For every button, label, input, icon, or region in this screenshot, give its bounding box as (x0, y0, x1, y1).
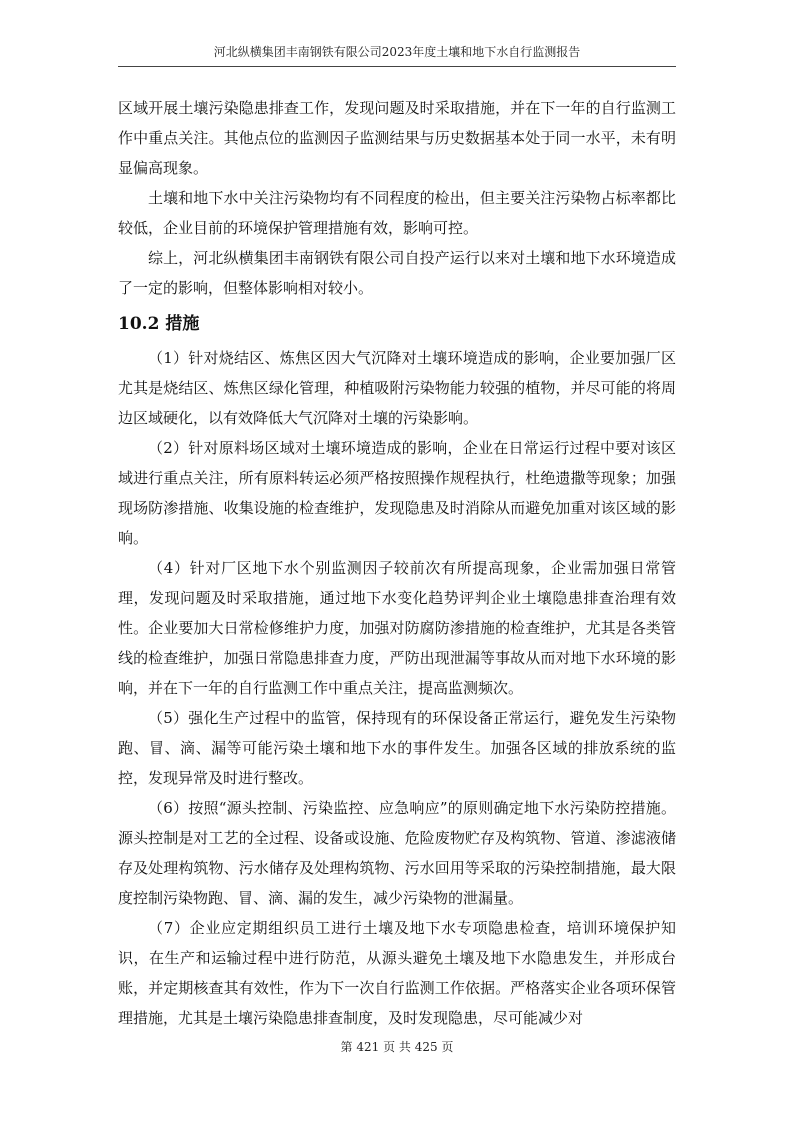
measure-item-7: （7）企业应定期组织员工进行土壤及地下水专项隐患检查，培训环境保护知识，在生产和运输过程中进行防范，从源头避免土壤及地下水隐患发生，并形成台账，并定期核查其有效性，作为下一次自行监测工作依据。严格落实企业各项环保管理措施，尤其是土壤污染隐患排查制度，及时发现隐患，尽可能减少对 (118, 919, 676, 1027)
page-number-footer: 第 421 页 共 425 页 (340, 1040, 454, 1054)
page-header: 河北纵横集团丰南钢铁有限公司2023年度土壤和地下水自行监测报告 (213, 45, 581, 59)
section-heading-measures: 10.2 措施 (118, 314, 200, 334)
paragraph-continuation: 区域开展土壤污染隐患排查工作，发现问题及时采取措施，并在下一年的自行监测工作中重点关注。其他点位的监测因子监测结果与历史数据基本处于同一水平，未有明显偏高现象。 (118, 99, 676, 177)
measure-item-1: （1）针对烧结区、炼焦区因大气沉降对土壤环境造成的影响，企业要加强厂区尤其是烧结区、炼焦区绿化管理，种植吸附污染物能力较强的植物，并尽可能的将周边区域硬化，以有效降低大气沉降对土壤的污染影响。 (118, 349, 676, 427)
paragraph-conclusion: 综上，河北纵横集团丰南钢铁有限公司自投产运行以来对土壤和地下水环境造成了一定的影响，但整体影响相对较小。 (118, 249, 676, 297)
measure-item-5: （5）强化生产过程中的监管，保持现有的环保设备正常运行，避免发生污染物跑、冒、滴、漏等可能污染土壤和地下水的事件发生。加强各区域的排放系统的监控，发现异常及时进行整改。 (118, 709, 676, 787)
measure-item-4: （4）针对厂区地下水个别监测因子较前次有所提高现象，企业需加强日常管理，发现问题及时采取措施，通过地下水变化趋势评判企业土壤隐患排查治理有效性。企业要加大日常检修维护力度，加强对防腐防渗措施的检查维护，尤其是各类管线的检查维护，加强日常隐患排查力度，严防出现泄漏等事故从而对地下水环境的影响，并在下一年的自行监测工作中重点关注，提高监测频次。 (118, 559, 676, 697)
measure-item-6: （6）按照“源头控制、污染监控、应急响应”的原则确定地下水污染防控措施。源头控制是对工艺的全过程、设备或设施、危险废物贮存及构筑物、管道、渗滤液储存及处理构筑物、污水储存及处理构筑物、污水回用等采取的污染控制措施，最大限度控制污染物跑、冒、滴、漏的发生，减少污染物的泄漏量。 (118, 799, 676, 907)
paragraph-pollutant-summary: 土壤和地下水中关注污染物均有不同程度的检出，但主要关注污染物占标率都比较低，企业目前的环境保护管理措施有效，影响可控。 (118, 189, 676, 237)
measure-item-2: （2）针对原料场区域对土壤环境造成的影响，企业在日常运行过程中要对该区域进行重点关注，所有原料转运必须严格按照操作规程执行，杜绝遗撒等现象；加强现场防渗措施、收集设施的检查维护，发现隐患及时消除从而避免加重对该区域的影响。 (118, 439, 676, 547)
header-divider (118, 66, 676, 67)
document-body (118, 93, 676, 1033)
